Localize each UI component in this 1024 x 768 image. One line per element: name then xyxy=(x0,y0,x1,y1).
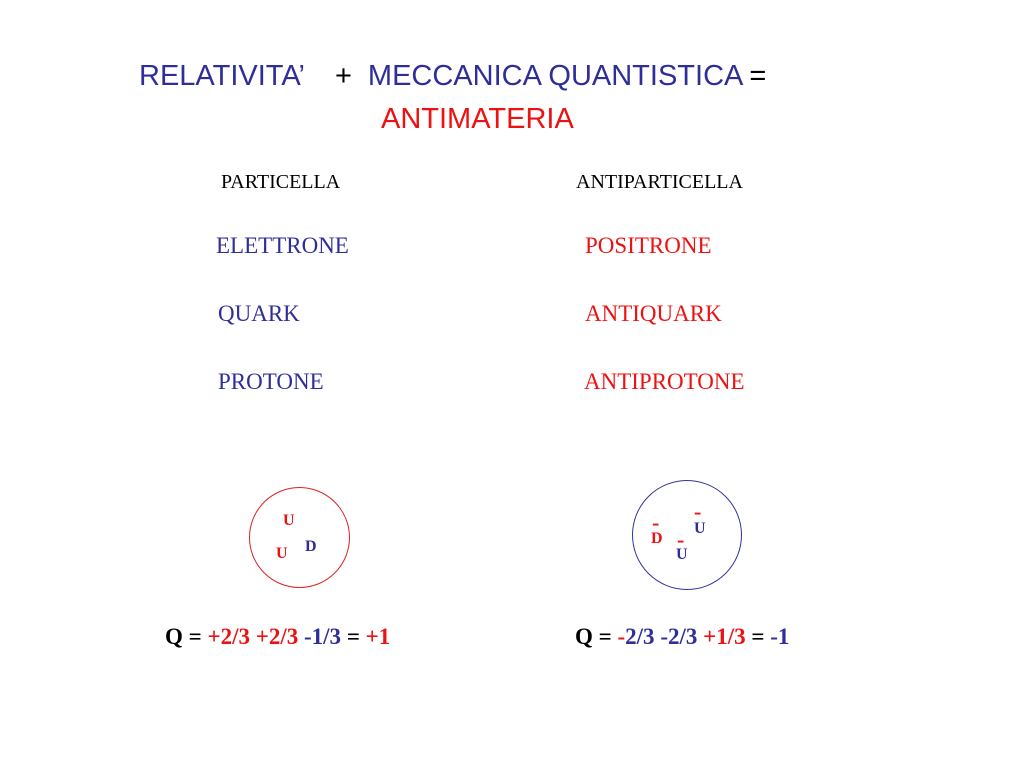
title-line xyxy=(139,60,766,93)
antiproton-charge-term-2: -2/3 xyxy=(660,624,698,649)
antiproton-charge-term-1: 2/3 xyxy=(625,624,655,649)
header-antiparticle: ANTIPARTICELLA xyxy=(576,171,743,193)
particle-proton: PROTONE xyxy=(218,369,324,394)
proton-charge-term-2: +2/3 xyxy=(255,624,299,649)
antiproton-antiquark-down: D xyxy=(651,530,663,547)
header-particle: PARTICELLA xyxy=(221,171,341,193)
title-plus: + xyxy=(334,60,352,92)
antiparticle-antiproton: ANTIPROTONE xyxy=(584,369,745,394)
antiproton-antiquark-up-1: U xyxy=(694,520,706,537)
proton-quark-up-2: U xyxy=(276,545,288,562)
proton-charge-term-3: -1/3 xyxy=(304,624,342,649)
title-equals: = xyxy=(749,60,767,92)
proton-quark-up-1: U xyxy=(283,512,295,529)
proton-charge-result: +1 xyxy=(365,624,391,649)
antiparticle-antiquark: ANTIQUARK xyxy=(585,301,722,326)
antiproton-charge-equals: = xyxy=(751,624,765,649)
antiproton-charge-result: -1 xyxy=(770,624,790,649)
proton-charge-equation xyxy=(165,624,390,650)
antiquark-bar-up-2: - xyxy=(677,527,685,552)
antiquark-bar-up-1: - xyxy=(694,499,702,524)
antiproton-charge-equation xyxy=(575,624,789,650)
proton-circle xyxy=(249,487,350,588)
antiquark-bar-down: - xyxy=(652,510,660,535)
title-result: ANTIMATERIA xyxy=(381,103,574,135)
particle-electron: ELETTRONE xyxy=(216,233,349,258)
antiproton-charge-term-3: +1/3 xyxy=(703,624,746,649)
antiproton-charge-q: Q = xyxy=(575,624,612,649)
proton-charge-equals: = xyxy=(346,624,360,649)
title-relativity: RELATIVITA’ xyxy=(139,60,305,92)
antiproton-antiquark-up-2: U xyxy=(676,546,688,563)
antiproton-circle xyxy=(632,480,742,590)
particle-quark: QUARK xyxy=(218,301,300,326)
proton-charge-term-1: +2/3 xyxy=(207,624,250,649)
proton-charge-q: Q = xyxy=(165,624,202,649)
antiparticle-positron: POSITRONE xyxy=(585,233,712,258)
title-quantum-mechanics: MECCANICA QUANTISTICA xyxy=(367,60,744,92)
antiproton-charge-sign: - xyxy=(617,624,626,649)
proton-quark-down: D xyxy=(305,538,317,555)
